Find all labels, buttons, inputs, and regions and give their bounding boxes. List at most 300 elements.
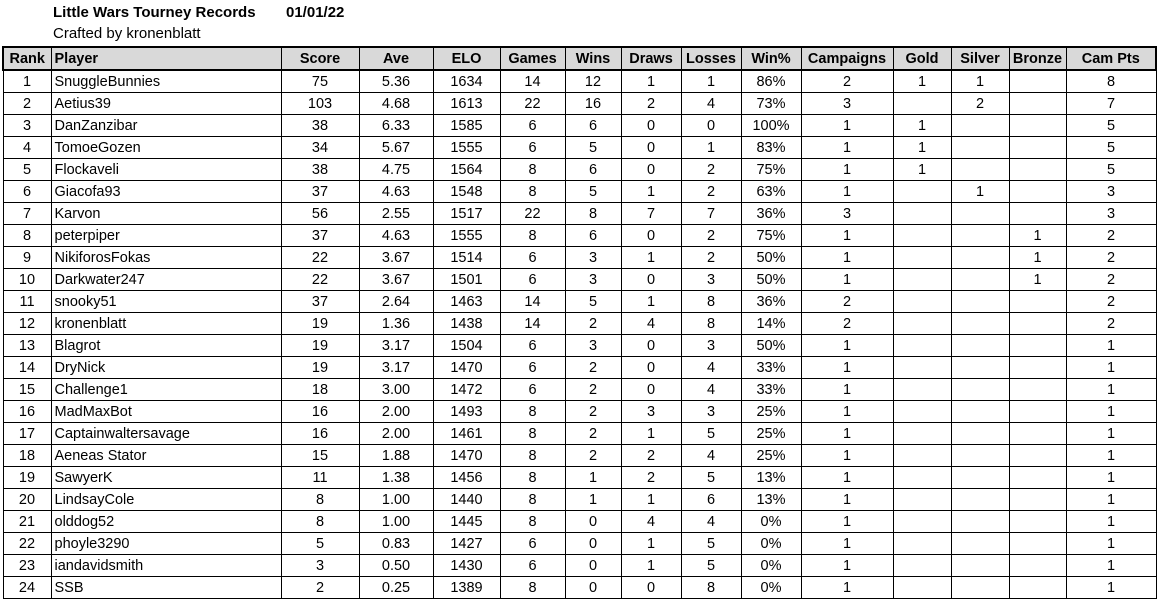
cell-games[interactable]: 8 [500, 577, 565, 599]
cell-cam-pts[interactable]: 1 [1066, 379, 1156, 401]
cell-draws[interactable]: 1 [621, 489, 681, 511]
cell-player[interactable]: iandavidsmith [51, 555, 281, 577]
cell-draws[interactable]: 0 [621, 137, 681, 159]
cell-gold[interactable] [893, 269, 951, 291]
cell-losses[interactable]: 5 [681, 423, 741, 445]
cell-losses[interactable]: 8 [681, 577, 741, 599]
cell-elo[interactable]: 1548 [433, 181, 500, 203]
cell-bronze[interactable] [1009, 93, 1066, 115]
cell-games[interactable]: 6 [500, 247, 565, 269]
cell-elo[interactable]: 1445 [433, 511, 500, 533]
cell-campaigns[interactable]: 1 [801, 489, 893, 511]
cell-cam-pts[interactable]: 1 [1066, 511, 1156, 533]
cell-wins[interactable]: 2 [565, 313, 621, 335]
cell-campaigns[interactable]: 1 [801, 445, 893, 467]
cell-wins[interactable]: 5 [565, 181, 621, 203]
cell-campaigns[interactable]: 1 [801, 335, 893, 357]
cell-games[interactable]: 8 [500, 489, 565, 511]
cell-losses[interactable]: 4 [681, 511, 741, 533]
cell-losses[interactable]: 1 [681, 137, 741, 159]
cell-campaigns[interactable]: 1 [801, 555, 893, 577]
cell-rank[interactable]: 13 [3, 335, 51, 357]
cell-losses[interactable]: 2 [681, 247, 741, 269]
cell-bronze[interactable] [1009, 423, 1066, 445]
cell-ave[interactable]: 6.33 [359, 115, 433, 137]
cell-silver[interactable] [951, 269, 1009, 291]
cell-score[interactable]: 8 [281, 511, 359, 533]
cell-cam-pts[interactable]: 3 [1066, 203, 1156, 225]
cell-campaigns[interactable]: 3 [801, 93, 893, 115]
cell-rank[interactable]: 24 [3, 577, 51, 599]
cell-elo[interactable]: 1504 [433, 335, 500, 357]
cell-silver[interactable] [951, 467, 1009, 489]
column-header-win-pct[interactable]: Win% [741, 47, 801, 70]
cell-win-pct[interactable]: 0% [741, 533, 801, 555]
cell-bronze[interactable] [1009, 203, 1066, 225]
cell-bronze[interactable] [1009, 115, 1066, 137]
cell-score[interactable]: 37 [281, 225, 359, 247]
cell-rank[interactable]: 16 [3, 401, 51, 423]
cell-win-pct[interactable]: 100% [741, 115, 801, 137]
cell-elo[interactable]: 1438 [433, 313, 500, 335]
cell-cam-pts[interactable]: 2 [1066, 225, 1156, 247]
cell-elo[interactable]: 1564 [433, 159, 500, 181]
cell-cam-pts[interactable]: 1 [1066, 335, 1156, 357]
cell-cam-pts[interactable]: 1 [1066, 467, 1156, 489]
cell-wins[interactable]: 0 [565, 511, 621, 533]
cell-draws[interactable]: 1 [621, 181, 681, 203]
cell-elo[interactable]: 1555 [433, 225, 500, 247]
cell-player[interactable]: Aetius39 [51, 93, 281, 115]
cell-campaigns[interactable]: 2 [801, 291, 893, 313]
cell-wins[interactable]: 1 [565, 489, 621, 511]
cell-bronze[interactable] [1009, 313, 1066, 335]
cell-silver[interactable] [951, 577, 1009, 599]
cell-gold[interactable] [893, 577, 951, 599]
cell-win-pct[interactable]: 25% [741, 401, 801, 423]
cell-rank[interactable]: 12 [3, 313, 51, 335]
cell-silver[interactable] [951, 555, 1009, 577]
cell-losses[interactable]: 2 [681, 159, 741, 181]
cell-draws[interactable]: 0 [621, 269, 681, 291]
cell-wins[interactable]: 6 [565, 115, 621, 137]
cell-elo[interactable]: 1472 [433, 379, 500, 401]
cell-win-pct[interactable]: 75% [741, 225, 801, 247]
cell-games[interactable]: 6 [500, 269, 565, 291]
cell-ave[interactable]: 4.68 [359, 93, 433, 115]
cell-cam-pts[interactable]: 8 [1066, 70, 1156, 93]
cell-campaigns[interactable]: 2 [801, 70, 893, 93]
cell-gold[interactable]: 1 [893, 159, 951, 181]
cell-bronze[interactable] [1009, 577, 1066, 599]
cell-wins[interactable]: 0 [565, 577, 621, 599]
cell-elo[interactable]: 1634 [433, 70, 500, 93]
cell-draws[interactable]: 2 [621, 445, 681, 467]
cell-ave[interactable]: 5.67 [359, 137, 433, 159]
cell-win-pct[interactable]: 86% [741, 70, 801, 93]
cell-gold[interactable] [893, 401, 951, 423]
cell-rank[interactable]: 7 [3, 203, 51, 225]
cell-draws[interactable]: 2 [621, 467, 681, 489]
cell-win-pct[interactable]: 13% [741, 467, 801, 489]
cell-losses[interactable]: 4 [681, 93, 741, 115]
cell-wins[interactable]: 5 [565, 137, 621, 159]
cell-losses[interactable]: 3 [681, 269, 741, 291]
cell-win-pct[interactable]: 75% [741, 159, 801, 181]
cell-cam-pts[interactable]: 5 [1066, 137, 1156, 159]
cell-elo[interactable]: 1514 [433, 247, 500, 269]
cell-campaigns[interactable]: 1 [801, 401, 893, 423]
cell-player[interactable]: LindsayCole [51, 489, 281, 511]
cell-draws[interactable]: 0 [621, 335, 681, 357]
cell-ave[interactable]: 2.00 [359, 423, 433, 445]
cell-cam-pts[interactable]: 1 [1066, 489, 1156, 511]
cell-ave[interactable]: 2.00 [359, 401, 433, 423]
cell-cam-pts[interactable]: 2 [1066, 313, 1156, 335]
cell-silver[interactable] [951, 335, 1009, 357]
cell-rank[interactable]: 10 [3, 269, 51, 291]
cell-campaigns[interactable]: 1 [801, 269, 893, 291]
cell-win-pct[interactable]: 0% [741, 577, 801, 599]
cell-player[interactable]: SawyerK [51, 467, 281, 489]
cell-gold[interactable] [893, 555, 951, 577]
cell-ave[interactable]: 3.67 [359, 247, 433, 269]
cell-draws[interactable]: 0 [621, 379, 681, 401]
cell-gold[interactable] [893, 247, 951, 269]
cell-win-pct[interactable]: 14% [741, 313, 801, 335]
cell-bronze[interactable] [1009, 445, 1066, 467]
cell-games[interactable]: 8 [500, 225, 565, 247]
cell-score[interactable]: 8 [281, 489, 359, 511]
cell-wins[interactable]: 12 [565, 70, 621, 93]
cell-bronze[interactable] [1009, 555, 1066, 577]
cell-elo[interactable]: 1470 [433, 357, 500, 379]
cell-ave[interactable]: 3.17 [359, 335, 433, 357]
cell-player[interactable]: Blagrot [51, 335, 281, 357]
cell-campaigns[interactable]: 1 [801, 225, 893, 247]
cell-draws[interactable]: 4 [621, 511, 681, 533]
cell-ave[interactable]: 0.83 [359, 533, 433, 555]
cell-bronze[interactable] [1009, 401, 1066, 423]
cell-rank[interactable]: 8 [3, 225, 51, 247]
cell-games[interactable]: 6 [500, 533, 565, 555]
cell-draws[interactable]: 1 [621, 291, 681, 313]
cell-score[interactable]: 38 [281, 115, 359, 137]
cell-bronze[interactable] [1009, 489, 1066, 511]
cell-cam-pts[interactable]: 1 [1066, 423, 1156, 445]
cell-gold[interactable] [893, 533, 951, 555]
cell-gold[interactable] [893, 423, 951, 445]
cell-bronze[interactable] [1009, 137, 1066, 159]
cell-player[interactable]: TomoeGozen [51, 137, 281, 159]
cell-games[interactable]: 8 [500, 159, 565, 181]
cell-gold[interactable] [893, 467, 951, 489]
cell-games[interactable]: 8 [500, 423, 565, 445]
cell-player[interactable]: Challenge1 [51, 379, 281, 401]
cell-cam-pts[interactable]: 1 [1066, 533, 1156, 555]
cell-score[interactable]: 22 [281, 269, 359, 291]
cell-ave[interactable]: 4.75 [359, 159, 433, 181]
cell-player[interactable]: olddog52 [51, 511, 281, 533]
cell-win-pct[interactable]: 83% [741, 137, 801, 159]
cell-rank[interactable]: 17 [3, 423, 51, 445]
cell-rank[interactable]: 2 [3, 93, 51, 115]
cell-cam-pts[interactable]: 7 [1066, 93, 1156, 115]
cell-games[interactable]: 8 [500, 181, 565, 203]
column-header-silver[interactable]: Silver [951, 47, 1009, 70]
cell-ave[interactable]: 1.36 [359, 313, 433, 335]
column-header-ave[interactable]: Ave [359, 47, 433, 70]
column-header-gold[interactable]: Gold [893, 47, 951, 70]
cell-score[interactable]: 16 [281, 401, 359, 423]
cell-games[interactable]: 8 [500, 445, 565, 467]
cell-player[interactable]: SSB [51, 577, 281, 599]
cell-rank[interactable]: 4 [3, 137, 51, 159]
cell-win-pct[interactable]: 73% [741, 93, 801, 115]
cell-games[interactable]: 14 [500, 313, 565, 335]
cell-losses[interactable]: 4 [681, 379, 741, 401]
column-header-games[interactable]: Games [500, 47, 565, 70]
cell-wins[interactable]: 2 [565, 401, 621, 423]
cell-elo[interactable]: 1555 [433, 137, 500, 159]
cell-player[interactable]: MadMaxBot [51, 401, 281, 423]
cell-rank[interactable]: 22 [3, 533, 51, 555]
cell-elo[interactable]: 1585 [433, 115, 500, 137]
cell-score[interactable]: 19 [281, 357, 359, 379]
cell-player[interactable]: Darkwater247 [51, 269, 281, 291]
cell-losses[interactable]: 3 [681, 401, 741, 423]
cell-win-pct[interactable]: 36% [741, 291, 801, 313]
cell-ave[interactable]: 4.63 [359, 181, 433, 203]
cell-score[interactable]: 75 [281, 70, 359, 93]
cell-draws[interactable]: 1 [621, 423, 681, 445]
cell-rank[interactable]: 1 [3, 70, 51, 93]
cell-draws[interactable]: 2 [621, 93, 681, 115]
cell-wins[interactable]: 16 [565, 93, 621, 115]
cell-win-pct[interactable]: 25% [741, 423, 801, 445]
cell-silver[interactable] [951, 445, 1009, 467]
cell-player[interactable]: peterpiper [51, 225, 281, 247]
cell-gold[interactable] [893, 445, 951, 467]
cell-losses[interactable]: 2 [681, 181, 741, 203]
cell-elo[interactable]: 1517 [433, 203, 500, 225]
cell-wins[interactable]: 2 [565, 379, 621, 401]
cell-elo[interactable]: 1440 [433, 489, 500, 511]
cell-elo[interactable]: 1456 [433, 467, 500, 489]
cell-wins[interactable]: 0 [565, 533, 621, 555]
cell-games[interactable]: 6 [500, 555, 565, 577]
cell-elo[interactable]: 1389 [433, 577, 500, 599]
cell-draws[interactable]: 7 [621, 203, 681, 225]
cell-gold[interactable] [893, 335, 951, 357]
cell-games[interactable]: 6 [500, 335, 565, 357]
cell-wins[interactable]: 2 [565, 423, 621, 445]
cell-losses[interactable]: 5 [681, 467, 741, 489]
cell-silver[interactable] [951, 511, 1009, 533]
cell-elo[interactable]: 1470 [433, 445, 500, 467]
cell-score[interactable]: 34 [281, 137, 359, 159]
cell-score[interactable]: 37 [281, 181, 359, 203]
cell-elo[interactable]: 1461 [433, 423, 500, 445]
cell-losses[interactable]: 8 [681, 313, 741, 335]
cell-player[interactable]: DanZanzibar [51, 115, 281, 137]
cell-campaigns[interactable]: 1 [801, 511, 893, 533]
cell-campaigns[interactable]: 1 [801, 137, 893, 159]
cell-score[interactable]: 103 [281, 93, 359, 115]
cell-bronze[interactable] [1009, 70, 1066, 93]
cell-campaigns[interactable]: 1 [801, 115, 893, 137]
cell-player[interactable]: Karvon [51, 203, 281, 225]
cell-score[interactable]: 19 [281, 335, 359, 357]
cell-campaigns[interactable]: 1 [801, 577, 893, 599]
cell-ave[interactable]: 1.88 [359, 445, 433, 467]
cell-games[interactable]: 14 [500, 291, 565, 313]
cell-player[interactable]: Giacofa93 [51, 181, 281, 203]
cell-elo[interactable]: 1501 [433, 269, 500, 291]
cell-wins[interactable]: 0 [565, 555, 621, 577]
cell-rank[interactable]: 20 [3, 489, 51, 511]
cell-ave[interactable]: 1.00 [359, 489, 433, 511]
column-header-wins[interactable]: Wins [565, 47, 621, 70]
cell-rank[interactable]: 9 [3, 247, 51, 269]
cell-player[interactable]: kronenblatt [51, 313, 281, 335]
cell-silver[interactable] [951, 533, 1009, 555]
cell-wins[interactable]: 2 [565, 357, 621, 379]
cell-gold[interactable] [893, 357, 951, 379]
cell-campaigns[interactable]: 1 [801, 159, 893, 181]
cell-games[interactable]: 8 [500, 467, 565, 489]
cell-bronze[interactable] [1009, 335, 1066, 357]
cell-win-pct[interactable]: 0% [741, 511, 801, 533]
cell-win-pct[interactable]: 50% [741, 335, 801, 357]
cell-cam-pts[interactable]: 2 [1066, 247, 1156, 269]
cell-gold[interactable] [893, 225, 951, 247]
cell-campaigns[interactable]: 1 [801, 247, 893, 269]
cell-gold[interactable]: 1 [893, 115, 951, 137]
cell-bronze[interactable] [1009, 291, 1066, 313]
cell-ave[interactable]: 2.64 [359, 291, 433, 313]
cell-games[interactable]: 8 [500, 511, 565, 533]
cell-wins[interactable]: 5 [565, 291, 621, 313]
cell-score[interactable]: 2 [281, 577, 359, 599]
cell-win-pct[interactable]: 50% [741, 269, 801, 291]
cell-gold[interactable] [893, 203, 951, 225]
cell-bronze[interactable]: 1 [1009, 247, 1066, 269]
cell-draws[interactable]: 1 [621, 70, 681, 93]
cell-score[interactable]: 22 [281, 247, 359, 269]
column-header-rank[interactable]: Rank [3, 47, 51, 70]
cell-wins[interactable]: 3 [565, 335, 621, 357]
cell-wins[interactable]: 2 [565, 445, 621, 467]
column-header-draws[interactable]: Draws [621, 47, 681, 70]
column-header-campaigns[interactable]: Campaigns [801, 47, 893, 70]
cell-cam-pts[interactable]: 2 [1066, 269, 1156, 291]
cell-silver[interactable] [951, 401, 1009, 423]
cell-games[interactable]: 22 [500, 93, 565, 115]
cell-cam-pts[interactable]: 1 [1066, 445, 1156, 467]
cell-elo[interactable]: 1427 [433, 533, 500, 555]
cell-campaigns[interactable]: 2 [801, 313, 893, 335]
cell-score[interactable]: 56 [281, 203, 359, 225]
cell-losses[interactable]: 4 [681, 357, 741, 379]
cell-win-pct[interactable]: 25% [741, 445, 801, 467]
cell-player[interactable]: SnuggleBunnies [51, 70, 281, 93]
cell-losses[interactable]: 4 [681, 445, 741, 467]
cell-silver[interactable]: 2 [951, 93, 1009, 115]
cell-silver[interactable] [951, 137, 1009, 159]
cell-losses[interactable]: 7 [681, 203, 741, 225]
cell-losses[interactable]: 1 [681, 70, 741, 93]
cell-draws[interactable]: 3 [621, 401, 681, 423]
column-header-elo[interactable]: ELO [433, 47, 500, 70]
cell-rank[interactable]: 11 [3, 291, 51, 313]
cell-losses[interactable]: 3 [681, 335, 741, 357]
cell-draws[interactable]: 1 [621, 555, 681, 577]
cell-campaigns[interactable]: 1 [801, 533, 893, 555]
cell-rank[interactable]: 21 [3, 511, 51, 533]
cell-gold[interactable] [893, 379, 951, 401]
cell-draws[interactable]: 0 [621, 115, 681, 137]
cell-wins[interactable]: 3 [565, 269, 621, 291]
cell-gold[interactable] [893, 93, 951, 115]
cell-score[interactable]: 19 [281, 313, 359, 335]
column-header-score[interactable]: Score [281, 47, 359, 70]
cell-rank[interactable]: 23 [3, 555, 51, 577]
cell-silver[interactable] [951, 225, 1009, 247]
cell-player[interactable]: NikiforosFokas [51, 247, 281, 269]
cell-silver[interactable] [951, 291, 1009, 313]
cell-games[interactable]: 6 [500, 379, 565, 401]
cell-cam-pts[interactable]: 1 [1066, 357, 1156, 379]
cell-silver[interactable] [951, 423, 1009, 445]
cell-games[interactable]: 14 [500, 70, 565, 93]
cell-ave[interactable]: 3.67 [359, 269, 433, 291]
cell-player[interactable]: DryNick [51, 357, 281, 379]
cell-gold[interactable]: 1 [893, 137, 951, 159]
cell-score[interactable]: 5 [281, 533, 359, 555]
cell-ave[interactable]: 1.00 [359, 511, 433, 533]
cell-rank[interactable]: 3 [3, 115, 51, 137]
cell-elo[interactable]: 1430 [433, 555, 500, 577]
cell-games[interactable]: 6 [500, 357, 565, 379]
cell-draws[interactable]: 0 [621, 159, 681, 181]
cell-silver[interactable] [951, 159, 1009, 181]
cell-score[interactable]: 16 [281, 423, 359, 445]
column-header-player[interactable]: Player [51, 47, 281, 70]
cell-campaigns[interactable]: 1 [801, 379, 893, 401]
cell-bronze[interactable]: 1 [1009, 269, 1066, 291]
cell-elo[interactable]: 1613 [433, 93, 500, 115]
cell-win-pct[interactable]: 63% [741, 181, 801, 203]
cell-cam-pts[interactable]: 5 [1066, 115, 1156, 137]
cell-cam-pts[interactable]: 1 [1066, 577, 1156, 599]
cell-bronze[interactable] [1009, 467, 1066, 489]
cell-silver[interactable] [951, 357, 1009, 379]
cell-draws[interactable]: 0 [621, 577, 681, 599]
cell-wins[interactable]: 6 [565, 159, 621, 181]
cell-silver[interactable] [951, 379, 1009, 401]
cell-ave[interactable]: 3.17 [359, 357, 433, 379]
cell-silver[interactable] [951, 203, 1009, 225]
cell-score[interactable]: 11 [281, 467, 359, 489]
cell-campaigns[interactable]: 1 [801, 467, 893, 489]
cell-wins[interactable]: 6 [565, 225, 621, 247]
cell-bronze[interactable] [1009, 357, 1066, 379]
cell-losses[interactable]: 5 [681, 533, 741, 555]
cell-silver[interactable] [951, 247, 1009, 269]
cell-elo[interactable]: 1493 [433, 401, 500, 423]
cell-win-pct[interactable]: 33% [741, 379, 801, 401]
